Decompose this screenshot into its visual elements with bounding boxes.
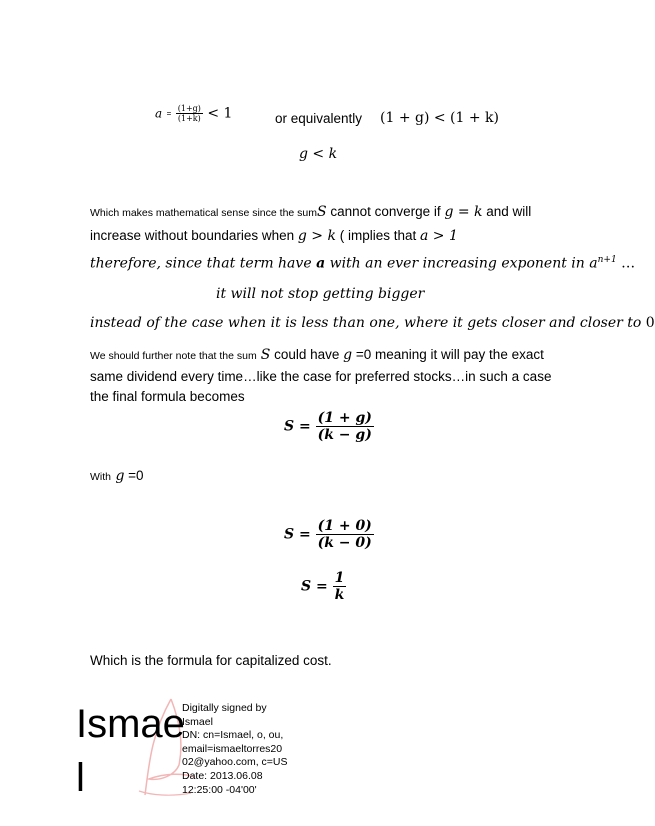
formula-capitalized-fraction: $\frac{1}{k}$ (334, 570, 345, 603)
fraction-denominator: (1+k) (177, 114, 201, 123)
equivalent-inequality: (1 + g) < (1 + k) (380, 110, 499, 126)
formula-general-fraction: $\frac{(1 + g)}{(k - g)}$ (317, 410, 372, 443)
formula-general: S = $\frac{(1 + g)}{(k - g)}$ (284, 410, 372, 443)
or-equivalently-text: or equivalently (275, 111, 363, 126)
therefore-line: therefore, since that term have a with an ever increasing exponent in $a^{n+1}$ … (90, 255, 636, 272)
less-than-one: < 1 (207, 105, 233, 122)
paragraph-zero-growth-line1: We should further note that the sum S could have g =0 meaning it will pay the exact (90, 347, 544, 363)
g-less-than-k: g < k (299, 146, 338, 162)
formula-substituted: S = $\frac{(1 + 0)}{(k - 0)}$ (284, 518, 372, 551)
digital-signature[interactable] (76, 695, 306, 805)
instead-line: instead of the case when it is less than one, where it gets closer and closer to 0 (90, 315, 655, 331)
equals-sign: = (166, 109, 172, 118)
stop-line: it will not stop getting bigger (216, 286, 425, 302)
ratio-fraction (176, 104, 203, 123)
with-g-zero: With g =0 (90, 468, 144, 484)
equation-ratio-condition (155, 104, 232, 134)
signer-name: Ismae l (76, 702, 185, 800)
conclusion-text: Which is the formula for capitalized cost. (90, 653, 332, 668)
formula-capitalized-cost: S = $\frac{1}{k}$ (301, 570, 345, 603)
fraction-numerator: (1+g) (177, 104, 201, 113)
signature-details: Digitally signed by Ismael DN: cn=Ismael, o, ou, email=ismaeltorres20 02@yahoo.com, c=US Date: 2013.06.08 12:25:00 -04'00' (182, 702, 288, 796)
var-a: a (155, 106, 163, 121)
paragraph-convergence-line1: Which makes mathematical sense since the sumS cannot converge if g = k and will (90, 204, 532, 220)
paragraph-zero-growth-line3: the final formula becomes (90, 389, 245, 404)
formula-substituted-fraction: $\frac{(1 + 0)}{(k - 0)}$ (317, 518, 372, 551)
paragraph-zero-growth-line2: same dividend every time…like the case for preferred stocks…in such a case (90, 369, 552, 384)
paragraph-convergence-line2: increase without boundaries when g > k ( implies that a > 1 (90, 228, 458, 244)
